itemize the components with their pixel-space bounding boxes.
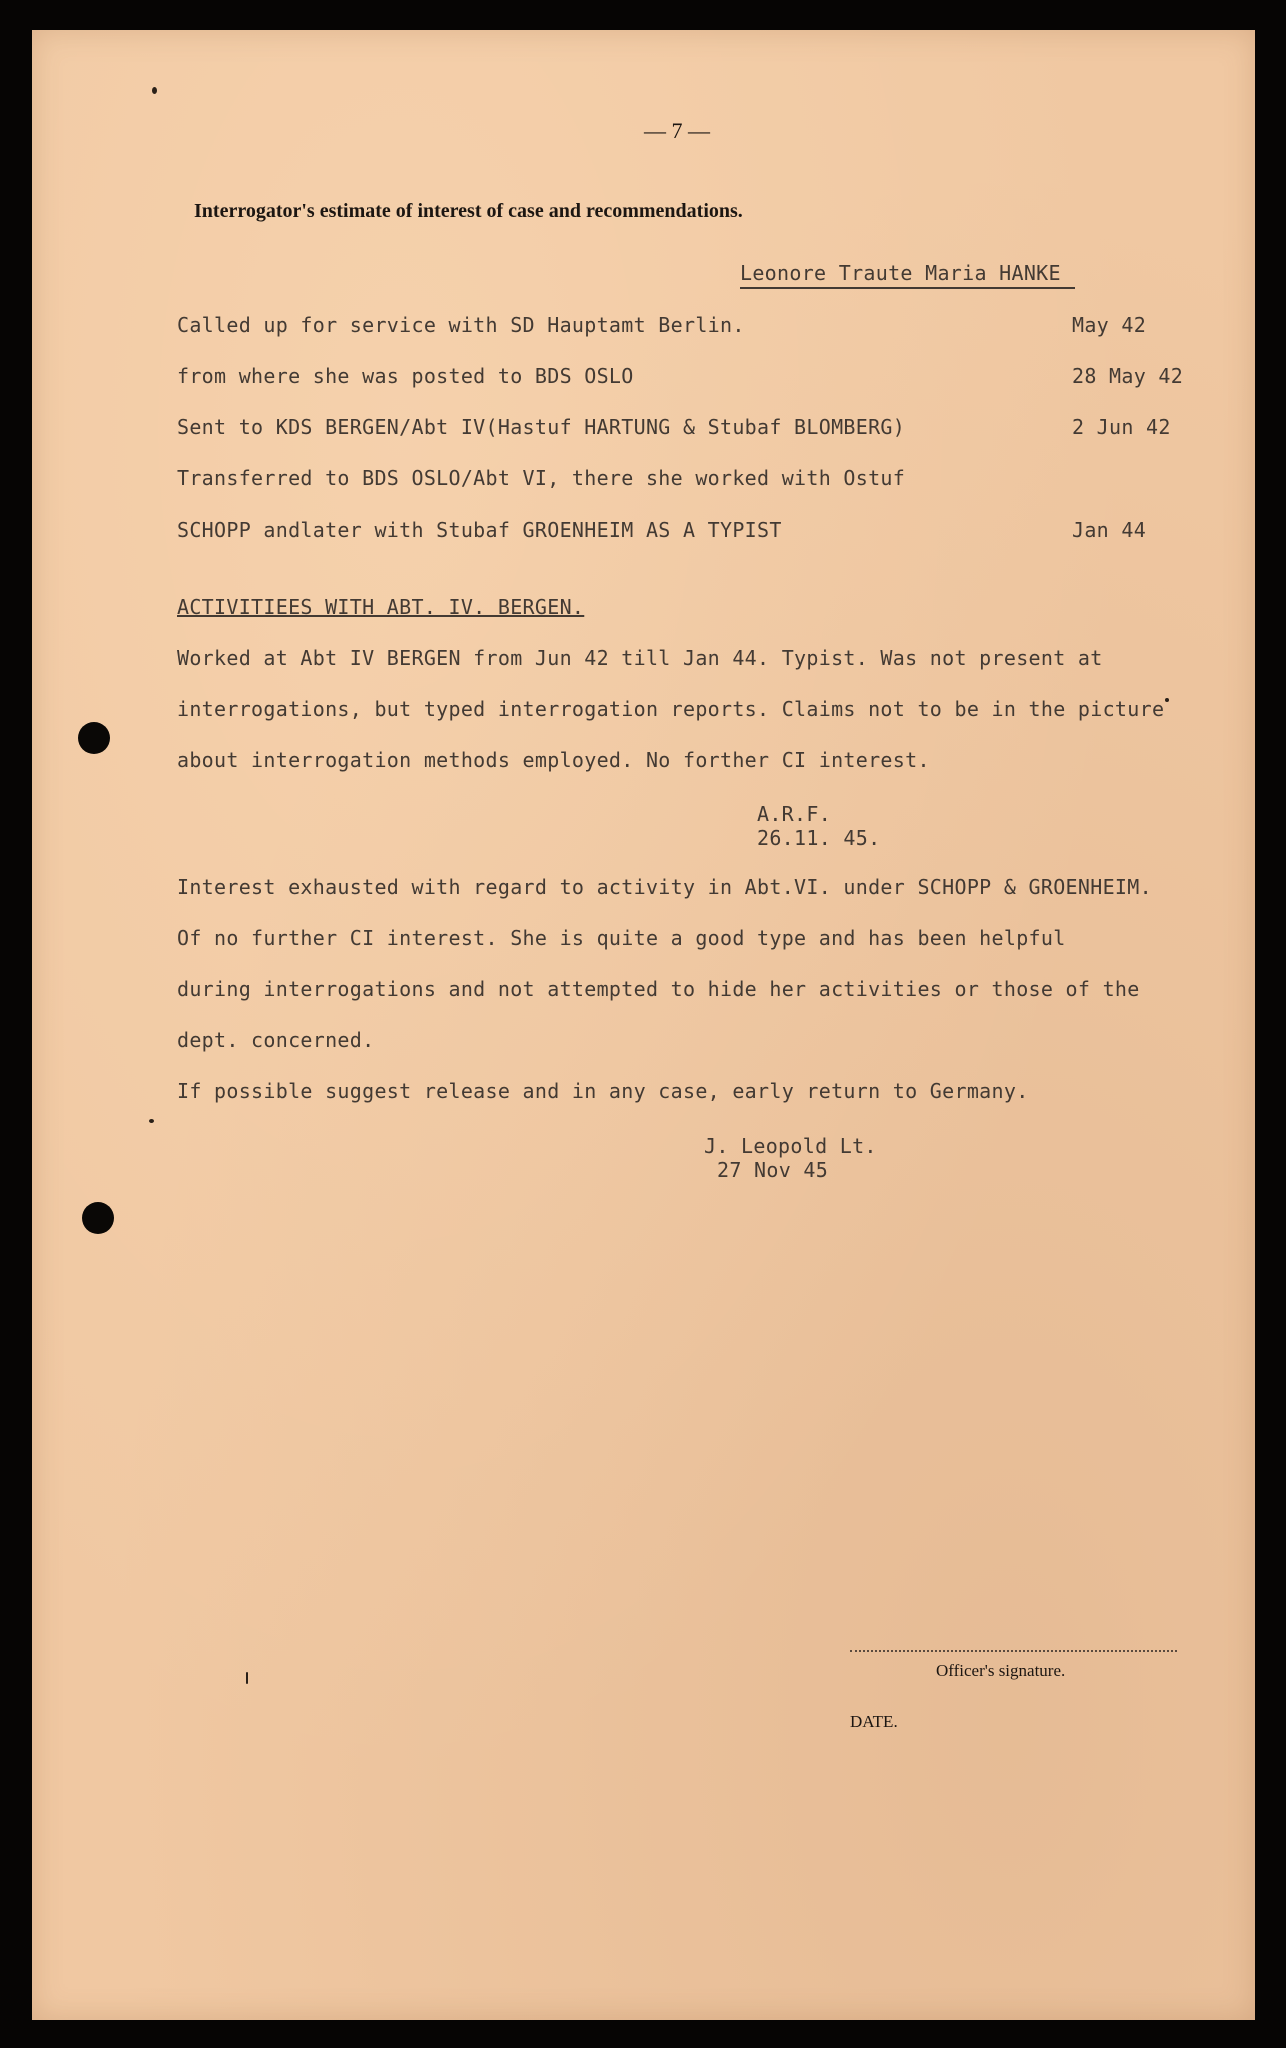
service-record-text: Transferred to BDS OSLO/Abt VI, there she worked with Ostuf (177, 466, 906, 490)
service-record-text: Called up for service with SD Hauptamt Berlin. (177, 313, 745, 337)
subject-name: Leonore Traute Maria HANKE (740, 261, 1075, 289)
activities-line: interrogations, but typed interrogation reports. Claims not to be in the picture (177, 697, 1165, 721)
recommendation-line: Interest exhausted with regard to activity in Abt.VI. under SCHOPP & GROENHEIM. (177, 875, 1152, 899)
page-number: — 7 — (644, 118, 710, 143)
activities-signoff-date: 26.11. 45. (757, 826, 881, 850)
service-record-text: Sent to KDS BERGEN/Abt IV(Hastuf HARTUNG & Stubaf BLOMBERG) (177, 415, 906, 439)
recommendation-line: If possible suggest release and in any case, early return to Germany. (177, 1079, 1029, 1103)
activities-line: Worked at Abt IV BERGEN from Jun 42 till Jan 44. Typist. Was not present at (177, 646, 1103, 670)
activities-signoff: A.R.F. (757, 802, 832, 826)
recommendation-signoff: J. Leopold Lt. (704, 1134, 877, 1158)
service-record-text: SCHOPP andlater with Stubaf GROENHEIM AS A TYPIST (177, 518, 782, 542)
recommendation-line: Of no further CI interest. She is quite a good type and has been helpful (177, 926, 1066, 950)
activities-title: ACTIVITIEES WITH ABT. IV. BERGEN. (177, 595, 585, 619)
service-record-date: May 42 (1072, 313, 1147, 337)
service-record-date: 28 May 42 (1072, 364, 1184, 388)
paper-speck (152, 87, 157, 94)
recommendation-line: dept. concerned. (177, 1028, 375, 1052)
paper-speck (246, 1672, 248, 1684)
date-label: DATE. (850, 1712, 898, 1731)
paper-speck (149, 1119, 154, 1123)
document-page (32, 30, 1255, 2020)
service-record-text: from where she was posted to BDS OSLO (177, 364, 634, 388)
activities-line: about interrogation methods employed. No forther CI interest. (177, 748, 930, 772)
punch-hole (82, 1202, 114, 1234)
signature-line (850, 1650, 1177, 1652)
recommendation-line: during interrogations and not attempted to hide her activities or those of the (177, 977, 1140, 1001)
service-record-date: Jan 44 (1072, 518, 1147, 542)
service-record-date: 2 Jun 42 (1072, 415, 1171, 439)
paper-speck (1165, 698, 1169, 702)
recommendation-signoff-date: 27 Nov 45 (717, 1158, 829, 1182)
punch-hole (78, 722, 110, 754)
form-heading: Interrogator's estimate of interest of case and recommendations. (194, 200, 743, 222)
officer-signature-label: Officer's signature. (936, 1661, 1066, 1680)
